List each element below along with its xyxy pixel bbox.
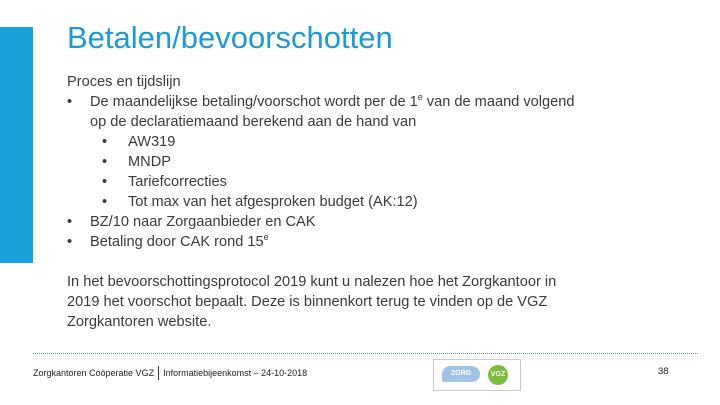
- sub-list-item: [67, 132, 667, 152]
- sub-list-item-text: MNDP: [128, 154, 171, 170]
- list-item: [67, 92, 667, 112]
- sub-list-item: [67, 192, 667, 212]
- accent-bar: [0, 27, 33, 263]
- list-item: [67, 212, 667, 232]
- bullet: •: [102, 174, 108, 190]
- bullet: •: [102, 134, 108, 150]
- page-number: 38: [658, 366, 669, 377]
- list-item-text: Betaling door CAK rond 15e: [90, 232, 269, 250]
- footer-separator: [158, 366, 159, 380]
- footer-divider: [33, 353, 698, 354]
- paragraph-line: Zorgkantoren website.: [67, 314, 212, 330]
- footer-event: Informatiebijeenkomst – 24-10-2018: [163, 368, 308, 378]
- slide-content: [67, 72, 667, 332]
- footer: [33, 366, 307, 380]
- list-item-continuation: op de declaratiemaand berekend aan de hand van: [90, 114, 417, 130]
- list-item: [67, 232, 667, 252]
- vgz-logo: VGZ: [488, 365, 508, 385]
- page-title: Betalen/bevoorschotten: [67, 20, 393, 55]
- bullet: •: [102, 194, 108, 210]
- info-paragraph: [67, 272, 667, 332]
- sub-list-item: [67, 172, 667, 192]
- footer-org: Zorgkantoren Coöperatie VGZ: [33, 368, 155, 378]
- zorgkantoor-logo: ZORG: [442, 366, 480, 382]
- sub-list-item-text: Tariefcorrecties: [128, 174, 227, 190]
- sub-list-item-text: AW319: [128, 134, 176, 150]
- bullet: •: [67, 214, 73, 230]
- paragraph-line: In het bevoorschottingsprotocol 2019 kunt u nalezen hoe het Zorgkantoor in: [67, 274, 557, 290]
- paragraph-line: 2019 het voorschot bepaalt. Deze is binnenkort terug te vinden op de VGZ: [67, 294, 548, 310]
- list-item-text: De maandelijkse betaling/voorschot wordt per de 1e van de maand volgend: [90, 92, 575, 110]
- list-item-text: BZ/10 naar Zorgaanbieder en CAK: [90, 214, 316, 230]
- section-heading: Proces en tijdslijn: [67, 74, 181, 90]
- bullet: •: [67, 234, 73, 250]
- sub-list-item-text: Tot max van het afgesproken budget (AK:12): [128, 194, 418, 210]
- bullet: •: [102, 154, 108, 170]
- sub-list-item: [67, 152, 667, 172]
- bullet: •: [67, 94, 73, 110]
- logo-panel: [433, 359, 521, 391]
